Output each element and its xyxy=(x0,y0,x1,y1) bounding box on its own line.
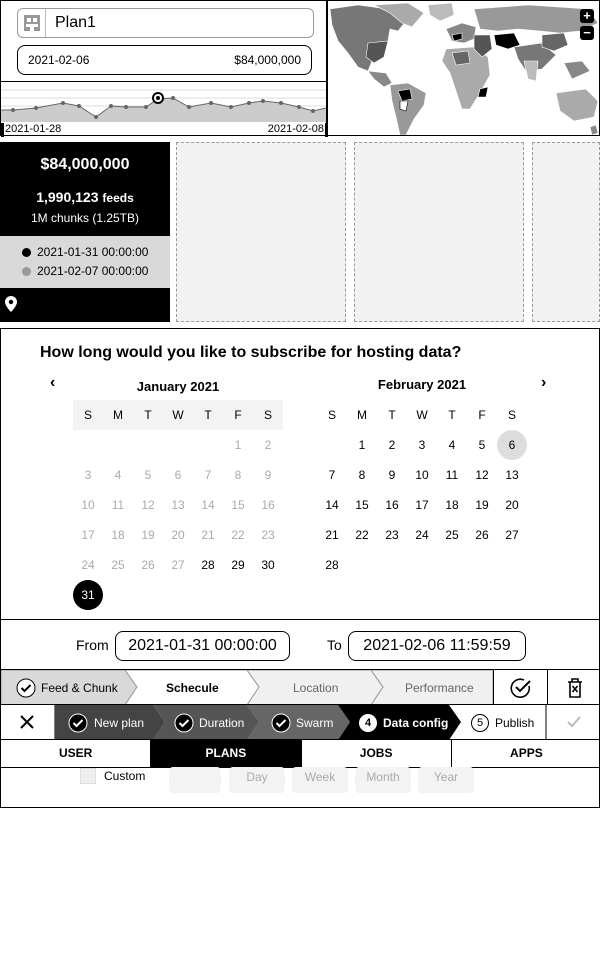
calendar-day[interactable]: 12 xyxy=(475,468,489,482)
calendar-day[interactable]: 7 xyxy=(328,468,336,482)
check-circle-icon xyxy=(174,713,194,738)
calendar-day[interactable]: 20 xyxy=(505,498,519,512)
calendar-day: 18 xyxy=(111,528,125,542)
weekday-label: T xyxy=(204,408,212,422)
calendar-day: 7 xyxy=(204,468,212,482)
to-date-input[interactable]: 2021-02-06 11:59:59 xyxy=(348,631,526,661)
calendar-day[interactable]: 15 xyxy=(355,498,369,512)
stat-card[interactable] xyxy=(0,142,170,322)
next-month-button[interactable]: › xyxy=(541,374,547,391)
calendar-day[interactable]: 13 xyxy=(505,468,519,482)
calendar-day[interactable]: 18 xyxy=(445,498,459,512)
stat-date-end: 2021-02-07 00:00:00 xyxy=(37,264,149,278)
close-icon[interactable] xyxy=(19,714,35,735)
calendar-day[interactable]: 4 xyxy=(448,438,456,452)
calendar-day: 19 xyxy=(141,528,155,542)
calendar-day: 8 xyxy=(234,468,242,482)
delete-button[interactable] xyxy=(547,670,600,705)
end-dot-icon xyxy=(22,267,31,276)
weekday-label: W xyxy=(172,408,184,422)
stat-date-start-row xyxy=(22,245,148,259)
world-map[interactable] xyxy=(327,0,600,136)
calendar-day: 25 xyxy=(111,558,125,572)
sparkline-left-handle[interactable] xyxy=(1,123,4,137)
calendar-day[interactable]: 26 xyxy=(475,528,489,542)
map-zoom-out-button[interactable]: − xyxy=(580,26,594,40)
calendar-day[interactable]: 23 xyxy=(385,528,399,542)
calendar-day[interactable]: 3 xyxy=(418,438,426,452)
to-label: To xyxy=(327,637,342,653)
start-dot-icon xyxy=(22,248,31,257)
weekday-label: T xyxy=(388,408,396,422)
calendar-day[interactable]: 2 xyxy=(388,438,396,452)
calendar-day: 14 xyxy=(201,498,215,512)
calendar-day: 4 xyxy=(114,468,122,482)
weekday-label: S xyxy=(327,408,336,422)
tab-plans[interactable]: PLANS xyxy=(151,740,301,767)
stat-date-start: 2021-01-31 00:00:00 xyxy=(37,245,149,259)
weekday-label: F xyxy=(478,408,486,422)
weekday-label: T xyxy=(448,408,456,422)
wizard-data-config[interactable]: Data config xyxy=(383,716,449,730)
calendar-day[interactable]: 14 xyxy=(325,498,339,512)
sparkline-chart[interactable] xyxy=(1,81,328,137)
weekday-label: F xyxy=(234,408,242,422)
option-year[interactable]: Year xyxy=(418,767,474,793)
wizard-publish[interactable]: Publish xyxy=(495,716,535,730)
weekday-label: T xyxy=(144,408,152,422)
calendar-day[interactable]: 27 xyxy=(505,528,519,542)
custom-label: Custom xyxy=(104,769,146,783)
option-month[interactable]: Month xyxy=(355,767,411,793)
calendar-day: 13 xyxy=(171,498,185,512)
check-circle-icon xyxy=(16,678,36,703)
calendar-day: 3 xyxy=(84,468,92,482)
stat-chunks: 1M chunks (1.25TB) xyxy=(30,211,140,225)
step-location[interactable]: Location xyxy=(293,681,339,695)
wizard-step-number: 4 xyxy=(359,714,377,732)
schedule-panel xyxy=(0,328,600,808)
calendar-day[interactable]: 29 xyxy=(231,558,245,572)
weekday-label: W xyxy=(416,408,428,422)
tab-user[interactable]: USER xyxy=(1,740,151,767)
calendar-day[interactable]: 1 xyxy=(358,438,366,452)
wizard-swarm[interactable]: Swarm xyxy=(296,716,334,730)
prev-month-button[interactable]: ‹ xyxy=(50,374,56,391)
calendar-day: 24 xyxy=(81,558,95,572)
step-schedule[interactable]: Schecule xyxy=(166,681,219,695)
custom-value-input[interactable] xyxy=(169,767,221,793)
calendar-day: 2 xyxy=(264,438,272,452)
calendar-day: 17 xyxy=(81,528,95,542)
weekday-label: M xyxy=(113,408,123,422)
calendar-day: 22 xyxy=(231,528,245,542)
calendar-day[interactable]: 8 xyxy=(358,468,366,482)
plan-name-input[interactable] xyxy=(17,8,314,38)
calendar-day[interactable]: 11 xyxy=(445,468,459,482)
calendar-day[interactable]: 9 xyxy=(388,468,396,482)
stat-feeds-unit: feeds xyxy=(102,191,134,205)
plan-date-amount-pill[interactable] xyxy=(17,45,312,75)
check-circle-icon xyxy=(68,713,88,738)
weekday-label: S xyxy=(83,408,92,422)
empty-card xyxy=(354,142,524,322)
stat-date-range xyxy=(0,236,170,288)
calendar-day[interactable]: 25 xyxy=(445,528,459,542)
calendar-day: 23 xyxy=(261,528,275,542)
february-title: February 2021 xyxy=(377,377,467,392)
calendar-day: 5 xyxy=(144,468,152,482)
calendar-day: 9 xyxy=(264,468,272,482)
calendar-day: 10 xyxy=(81,498,95,512)
custom-checkbox[interactable] xyxy=(80,768,96,784)
calendar-day: 6 xyxy=(174,468,182,482)
confirm-button[interactable] xyxy=(493,670,547,705)
calendar-day[interactable]: 19 xyxy=(475,498,489,512)
tab-apps[interactable]: APPS xyxy=(510,746,543,760)
weekday-label: S xyxy=(507,408,516,422)
step-progress-bar xyxy=(1,669,600,705)
main-tabs xyxy=(1,739,600,768)
stat-date-end-row xyxy=(22,264,148,278)
calendar-day: 27 xyxy=(171,558,185,572)
option-week[interactable]: Week xyxy=(292,767,348,793)
stat-amount: $84,000,000 xyxy=(40,156,130,173)
wizard-bar xyxy=(1,704,600,740)
calendar-day[interactable]: 24 xyxy=(415,528,429,542)
calendar-day[interactable]: 31 xyxy=(73,580,103,610)
check-circle-icon xyxy=(510,677,532,699)
calendar-day[interactable]: 16 xyxy=(385,498,399,512)
calendar-day[interactable]: 17 xyxy=(415,498,429,512)
calendar-day: 12 xyxy=(141,498,155,512)
from-date-input[interactable]: 2021-01-31 00:00:00 xyxy=(115,631,290,661)
step-feed-chunk[interactable]: Feed & Chunk xyxy=(41,681,118,695)
empty-card xyxy=(532,142,600,322)
weekday-label: M xyxy=(357,408,367,422)
location-pin-icon[interactable] xyxy=(5,296,17,317)
calendar-day[interactable]: 21 xyxy=(325,528,339,542)
calendar-day[interactable]: 10 xyxy=(415,468,429,482)
from-label: From xyxy=(76,637,109,653)
plan-summary xyxy=(0,0,327,136)
calendar-day: 21 xyxy=(201,528,215,542)
wizard-new-plan[interactable]: New plan xyxy=(94,716,145,730)
calendar-day: 26 xyxy=(141,558,155,572)
wizard-duration[interactable]: Duration xyxy=(199,716,245,730)
plan-date: 2021-02-06 xyxy=(28,53,90,67)
trash-icon xyxy=(567,678,583,698)
calendar-day: 16 xyxy=(261,498,275,512)
calendar-day: 15 xyxy=(231,498,245,512)
january-title: January 2021 xyxy=(136,379,220,394)
stat-feeds xyxy=(0,189,170,205)
check-icon[interactable] xyxy=(566,715,582,734)
tab-jobs[interactable]: JOBS xyxy=(302,740,452,767)
wizard-step-number: 5 xyxy=(471,714,489,732)
weekday-label: S xyxy=(263,408,272,422)
date-range-row xyxy=(1,619,600,670)
calendar-day: 11 xyxy=(111,498,125,512)
sparkline-start-date: 2021-01-28 xyxy=(5,123,62,135)
plan-avatar-icon xyxy=(18,9,46,37)
step-performance[interactable]: Performance xyxy=(405,681,474,695)
empty-card xyxy=(176,142,346,322)
calendar-day[interactable]: 22 xyxy=(355,528,369,542)
map-zoom-in-button[interactable]: + xyxy=(580,9,594,23)
calendar-day[interactable]: 28 xyxy=(201,558,215,572)
plan-amount: $84,000,000 xyxy=(234,53,301,67)
custom-duration-row xyxy=(1,767,600,797)
check-circle-icon xyxy=(271,713,291,738)
stat-feeds-count: 1,990,123 xyxy=(36,189,99,205)
calendar-day[interactable]: 5 xyxy=(478,438,486,452)
calendar-day[interactable]: 28 xyxy=(325,558,339,572)
option-day[interactable]: Day xyxy=(229,767,285,793)
schedule-question: How long would you like to subscribe for hosting data? xyxy=(40,344,462,361)
calendar-day[interactable]: 6 xyxy=(497,430,527,460)
sparkline-end-date: 2021-02-08 xyxy=(267,123,324,135)
calendar-day: 1 xyxy=(234,438,242,452)
calendar-day[interactable]: 30 xyxy=(261,558,275,572)
calendar-day: 20 xyxy=(171,528,185,542)
plan-name: Plan1 xyxy=(55,14,96,31)
